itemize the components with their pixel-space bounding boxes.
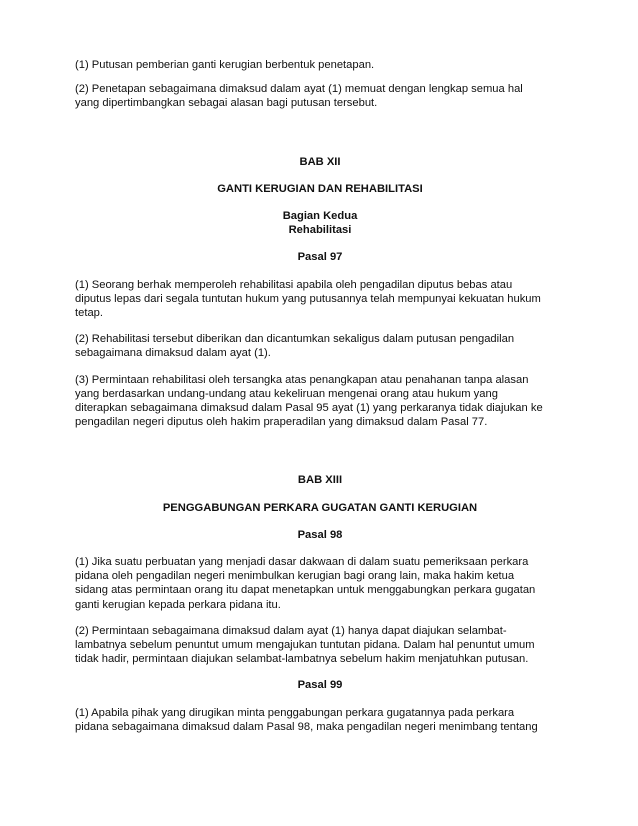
article-heading: Pasal 99 bbox=[297, 679, 343, 692]
paragraph: (1) Seorang berhak memperoleh rehabilitasi apabila oleh pengadilan diputus bebas atau diputus lepas dari segala tuntutan hukum yang putusannya telah mempunyai kekuatan hukum tetap. bbox=[75, 278, 541, 320]
paragraph: (1) Apabila pihak yang dirugikan minta penggabungan perkara gugatannya pada perkara pidana sebagaimana dimaksud dalam Pasal 98, maka pengadilan negeri menimbang tentang bbox=[75, 706, 538, 733]
article-heading: Pasal 98 bbox=[297, 528, 343, 541]
section-heading: Bagian Kedua Rehabilitasi bbox=[282, 210, 358, 237]
paragraph: (1) Putusan pemberian ganti kerugian berbentuk penetapan. bbox=[75, 59, 375, 71]
document-body bbox=[75, 58, 565, 746]
article-heading: Pasal 97 bbox=[297, 251, 343, 264]
chapter-title: GANTI KERUGIAN DAN REHABILITASI bbox=[217, 182, 423, 195]
paragraph: (3) Permintaan rehabilitasi oleh tersangka atas penangkapan atau penahanan tanpa alasan yang berdasarkan undang-undang atau kekeliruan mengenai orang atau hukum yang diterapkan sebagaimana dimaksud dalam Pasal 95 ayat (1) yang perkaranya tidak diajukan ke pengadilan negeri diputus oleh hakim praperadilan yang dimaksud dalam Pasal 77. bbox=[75, 373, 543, 429]
paragraph: (1) Jika suatu perbuatan yang menjadi dasar dakwaan di dalam suatu pemeriksaan perkara pidana oleh pengadilan negeri menimbulkan kerugian bagi orang lain, maka hakim ketua sidang atas permintaan orang itu dapat menetapkan untuk menggabungkan perkara gugatan ganti kerugian kepada perkara pidana itu. bbox=[75, 556, 536, 611]
paragraph: (2) Rehabilitasi tersebut diberikan dan dicantumkan sekaligus dalam putusan pengadilan sebagaimana dimaksud dalam ayat (1). bbox=[75, 333, 515, 360]
paragraph: (2) Penetapan sebagaimana dimaksud dalam ayat (1) memuat dengan lengkap semua hal yang dipertimbangkan sebagai alasan bagi putusan tersebut. bbox=[75, 83, 523, 110]
chapter-title: PENGGABUNGAN PERKARA GUGATAN GANTI KERUGIAN bbox=[162, 501, 478, 514]
chapter-heading: BAB XII bbox=[299, 155, 341, 168]
chapter-heading: BAB XIII bbox=[297, 474, 343, 487]
paragraph: (2) Permintaan sebagaimana dimaksud dalam ayat (1) hanya dapat diajukan selambat- lambatnya sebelum penuntut umum mengajukan tuntutan pidana. Dalam hal penuntut umum tidak hadir, permintaan diajukan selambat-lambatnya sebelum hakim menjatuhkan putusan. bbox=[75, 624, 535, 666]
